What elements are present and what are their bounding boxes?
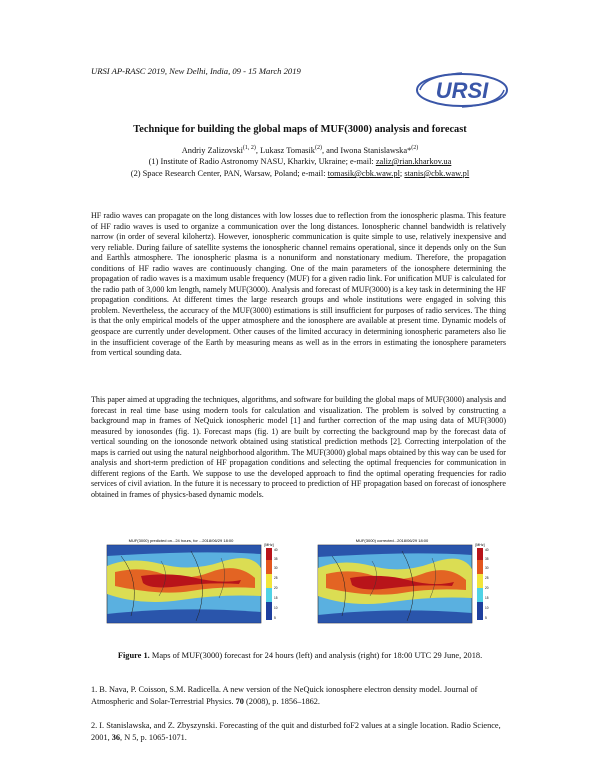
- author-2: , Lukasz Tomasik: [255, 145, 315, 155]
- reference-1: [91, 684, 506, 708]
- caption-label: Figure 1.: [117, 651, 150, 660]
- analysis-tick-1: 35: [485, 557, 489, 561]
- forecast-tick-6: 10: [274, 606, 278, 610]
- affiliation-2: [0, 169, 600, 178]
- forecast-map-title: MUF(3000) predicted on...24 hours, for ...2018/06/29 18:00: [128, 538, 234, 543]
- analysis-map-title: MUF(3000) corrected...2018/06/29 18:00: [355, 538, 429, 543]
- author-1: Andriy Zalizovski: [181, 145, 243, 155]
- reference-2-text: 2. I. Stanislawska, and Z. Zbyszynski. Forecasting of the quit and disturbed foF2 values at a single location. Radio Science, 2001,: [91, 721, 501, 743]
- email-link-zaliz[interactable]: zaliz@rian.kharkov.ua: [375, 157, 452, 166]
- reference-1-volume: 70: [235, 697, 244, 707]
- analysis-colorbar-unit: [MHz]: [475, 543, 485, 547]
- author-1-affil: (1, 2): [242, 145, 256, 151]
- reference-1-pages: (2008), p. 1856–1862.: [243, 697, 321, 707]
- forecast-tick-2: 30: [274, 566, 278, 570]
- forecast-tick-3: 25: [274, 576, 278, 580]
- analysis-tick-0: 40: [485, 548, 489, 552]
- analysis-tick-7: 5: [485, 616, 487, 620]
- analysis-tick-2: 30: [485, 566, 489, 570]
- author-2-affil: (2): [314, 145, 322, 151]
- ursi-logo: [414, 68, 510, 112]
- forecast-colorbar-unit: [MHz]: [264, 543, 274, 547]
- figure-caption: [0, 651, 600, 660]
- reference-2-pages: , N 5, p. 1065-1071.: [120, 733, 187, 743]
- figure-analysis-map: [312, 536, 500, 628]
- forecast-tick-5: 15: [274, 596, 278, 600]
- affiliation-1: [0, 157, 600, 166]
- forecast-tick-7: 5: [274, 616, 276, 620]
- author-3: , and Iwona Stanislawska*: [321, 145, 412, 155]
- author-3-affil: (2): [411, 145, 419, 151]
- reference-2: [91, 720, 506, 744]
- email-link-tomasik[interactable]: tomasik@cbk.waw.pl: [327, 169, 400, 178]
- email-link-stanis[interactable]: stanis@cbk.waw.pl: [404, 169, 470, 178]
- affiliation-2-text: (2) Space Research Center, PAN, Warsaw, Poland; e-mail:: [130, 169, 328, 178]
- conference-header: URSI AP-RASC 2019, New Delhi, India, 09 - 15 March 2019: [91, 66, 301, 76]
- analysis-map-image: [312, 536, 500, 628]
- analysis-tick-6: 10: [485, 606, 489, 610]
- logo-text: URSI: [435, 78, 489, 103]
- analysis-tick-5: 15: [485, 596, 489, 600]
- forecast-map-image: [101, 536, 289, 628]
- reference-2-volume: 36: [111, 733, 121, 743]
- figure-forecast-map: [101, 536, 289, 628]
- body-paragraph-2: This paper aimed at upgrading the techniques, algorithms, and software for building the global maps of MUF(3000) analysis and forecast in real time base using modern tools for calculation and visualization. The problem is solved by constructing a background map in frames of NeQuick ionospheric model [1] and further correction of the map using data of MUF(3000) measured by ionosondes (fig. 1). Forecast maps (fig. 1) are built by correcting the background map by the forecast data of vertical sounding on the ionosonde network obtained using statistical prediction methods [2]. Correcting interpolation of the maps is carried out using the natural neighborhood algorithm. The MUF(3000) global maps obtained by this way can be used for analysis and short-term prediction of HF propagation conditions and selecting the optimal frequencies for communication in different regions of the Earth. We suppose to use the developed approach to find the optimal operating frequencies for radio services of civil aviation. In the future it is necessary to proceed to prediction of HF propagation based on forecast of ionosphere obtained in frames of physics-based dynamic models.: [91, 395, 506, 499]
- analysis-tick-3: 25: [485, 576, 489, 580]
- analysis-tick-4: 20: [485, 586, 489, 590]
- affiliation-1-text: (1) Institute of Radio Astronomy NASU, Kharkiv, Ukraine; e-mail:: [148, 157, 376, 166]
- body-paragraph-1: HF radio waves can propagate on the long distances with low losses due to reflection from the ionospheric plasma. This feature of HF radio waves is used to organize a communication over the long distances. Ionospheric channel bandwidth is relatively narrow (in order of several kilohertz). However, ionospheric communication is quite simple to use, relatively inexpensive and very reliable. During failure of satellite systems the ionospheric channel remains operational, since it depends only on the Sun and EarthÌs atmosphere. The ionospheric plasma is a nonuniform and nonstationary medium. Therefore, the propagation conditions of HF radio waves are continuously changing. One of the main parameters of the ionosphere determining the propagation of radio waves is a maximum usable frequency (MUF) for a given radio link. For unification MUF is calculated for the radio path of 3,000 km length, namely MUF(3000). Analysis and forecast of MUF(3000) is a key task in determining the HF propagation conditions. At different times the large research groups and whole institutions were engaged in solving this problem. Nevertheless, the accuracy of the MUF(3000) estimations is still insufficient for purposes of radio services. The thing is that the only empirical models of the upper atmosphere and the ionosphere are available at present time. Dynamic models of geospace are currently under development. Other causes of the limited accuracy in determining ionospheric parameters also lie in the insufficient coverage of the Earth by measuring means as well as in the errors in estimating the ionosphere parameters from vertical sounding data.: [91, 211, 506, 358]
- paper-title: Technique for building the global maps of MUF(3000) analysis and forecast: [133, 124, 467, 135]
- forecast-tick-4: 20: [274, 586, 278, 590]
- caption-text: Maps of MUF(3000) forecast for 24 hours (left) and analysis (right) for 18:00 UTC 29 June, 2018.: [149, 651, 483, 660]
- forecast-tick-1: 35: [274, 557, 278, 561]
- email-separator: ;: [399, 169, 405, 178]
- authors-line: [0, 145, 600, 155]
- forecast-tick-0: 40: [274, 548, 278, 552]
- reference-1-text: 1. B. Nava, P. Coisson, S.M. Radicella. A new version of the NeQuick ionosphere electron density model. Journal of Atmospheric and Solar-Terrestrial Physics.: [91, 685, 478, 707]
